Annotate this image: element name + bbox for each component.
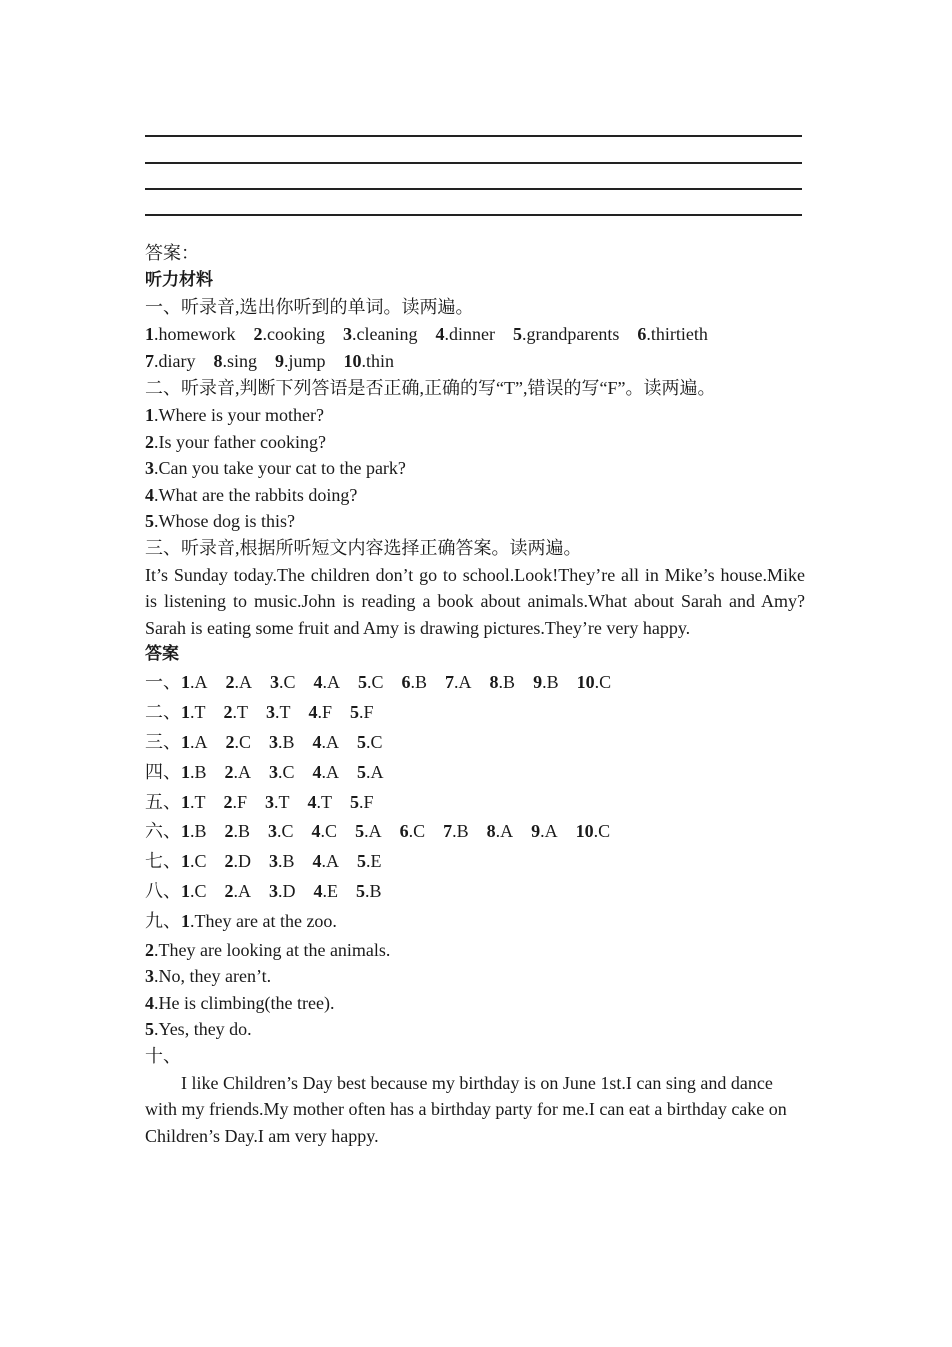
question-text: .What are the rabbits doing?: [154, 484, 358, 505]
item-number: 8: [489, 672, 499, 693]
item-text: .C: [190, 881, 207, 902]
item-text: .F: [359, 791, 374, 812]
item-number: 2: [225, 672, 235, 693]
section1-word-row: [145, 321, 805, 348]
item-number: 3: [269, 732, 279, 753]
item-text: .F: [317, 702, 333, 723]
item-text: .A: [321, 851, 340, 872]
answer-item: [357, 758, 384, 788]
section10-prefix: 十、: [145, 1046, 181, 1067]
sentence-text: .No, they aren’t.: [154, 966, 272, 987]
word-item: [145, 321, 235, 348]
item-text: .sing: [222, 351, 257, 371]
item-number: 10: [576, 672, 595, 693]
item-text: .D: [233, 851, 252, 872]
answer-item: [181, 817, 207, 847]
item-text: .A: [364, 821, 382, 842]
sentence-number: 2: [145, 939, 154, 960]
item-number: 2: [253, 324, 263, 344]
item-number: 1: [145, 324, 154, 344]
sentence-answer: [145, 937, 805, 964]
item-number: 1: [181, 672, 190, 693]
item-number: 3: [269, 851, 279, 872]
item-text: .B: [452, 821, 469, 842]
item-text: .B: [233, 821, 251, 842]
answer-item: [577, 668, 612, 698]
item-number: 2: [224, 821, 234, 842]
answer-key: [145, 668, 805, 906]
sentence-answer: [145, 990, 805, 1017]
item-number: 4: [313, 881, 323, 902]
item-text: .A: [233, 881, 252, 902]
item-text: .homework: [154, 324, 236, 344]
listening-title: 听力材料: [145, 270, 213, 290]
section3-instruction: 三、听录音,根据所听短文内容选择正确答案。读两遍。: [145, 537, 582, 558]
item-text: .B: [190, 761, 207, 782]
answer-row: [145, 668, 805, 698]
item-number: 2: [225, 732, 235, 753]
item-number: 4: [435, 324, 445, 344]
item-text: .B: [542, 672, 559, 693]
item-text: .B: [410, 672, 428, 693]
answer-row: [145, 788, 805, 818]
answer-row-prefix: 一、: [145, 672, 181, 693]
item-text: .C: [367, 672, 384, 693]
answer-item: [308, 788, 333, 818]
item-number: 1: [181, 821, 190, 842]
item-number: 3: [268, 821, 278, 842]
answer-row: [145, 698, 805, 728]
item-number: 1: [181, 732, 190, 753]
item-text: .dinner: [444, 324, 495, 344]
item-text: .A: [540, 821, 558, 842]
question-line: [145, 455, 805, 482]
item-text: .T: [232, 702, 248, 723]
answer-item: [314, 668, 341, 698]
item-number: 4: [312, 761, 322, 782]
item-text: .A: [366, 761, 384, 782]
item-text: .F: [359, 702, 374, 723]
item-number: 6: [637, 324, 647, 344]
item-text: .A: [321, 732, 340, 753]
item-text: .C: [234, 732, 252, 753]
section9-answers: [145, 907, 805, 1043]
item-number: 3: [265, 791, 275, 812]
item-number: 5: [350, 791, 360, 812]
answer-item: [487, 817, 514, 847]
answer-item: [181, 758, 207, 788]
answer-item: [350, 788, 374, 818]
item-text: .C: [278, 761, 295, 782]
section1-instruction: 一、听录音,选出你听到的单词。读两遍。: [145, 297, 474, 317]
answer-item: [309, 698, 333, 728]
answer-item: [181, 877, 207, 907]
item-text: .B: [190, 821, 207, 842]
sentence-answer: [145, 907, 805, 937]
answer-item: [490, 668, 516, 698]
question-text: .Whose dog is this?: [154, 511, 295, 532]
item-text: .T: [190, 791, 206, 812]
answer-item: [181, 788, 206, 818]
item-text: .T: [275, 702, 291, 723]
answer-item: [357, 847, 382, 877]
item-number: 3: [269, 881, 279, 902]
item-number: 8: [213, 351, 223, 371]
answer-item: [312, 817, 338, 847]
sentence-number: 3: [145, 966, 154, 987]
item-text: .T: [316, 791, 333, 812]
word-item: [637, 321, 708, 348]
answer-item: [355, 817, 382, 847]
answer-item: [226, 668, 253, 698]
answer-item: [350, 698, 374, 728]
answer-row: [145, 877, 805, 907]
item-text: .A: [190, 672, 208, 693]
item-number: 4: [313, 672, 323, 693]
answer-item: [225, 817, 251, 847]
word-item: [435, 321, 494, 348]
item-number: 3: [269, 761, 279, 782]
question-line: [145, 482, 805, 509]
item-number: 8: [486, 821, 496, 842]
item-number: 4: [312, 732, 322, 753]
answer-item: [225, 847, 252, 877]
sentence-answer: [145, 1016, 805, 1043]
answer-item: [269, 758, 295, 788]
item-number: 9: [531, 821, 541, 842]
question-number: 3: [145, 458, 154, 479]
answer-item: [226, 728, 252, 758]
item-text: .A: [233, 761, 252, 782]
question-text: .Is your father cooking?: [154, 431, 326, 452]
section9-prefix: 九、: [145, 910, 181, 931]
answer-item: [181, 668, 208, 698]
item-number: 5: [350, 702, 360, 723]
item-number: 10: [575, 821, 594, 842]
item-number: 2: [223, 702, 233, 723]
sentence-text: .They are looking at the animals.: [154, 939, 391, 960]
word-item: [343, 321, 417, 348]
item-number: 2: [224, 761, 234, 782]
answer-header: 答案：: [145, 243, 199, 263]
writing-line: [145, 188, 802, 190]
item-text: .B: [365, 881, 382, 902]
answer-item: [269, 877, 296, 907]
sentence-number: 4: [145, 992, 154, 1013]
item-text: .F: [232, 791, 248, 812]
answer-row-prefix: 四、: [145, 761, 181, 782]
item-number: 4: [311, 821, 321, 842]
answer-row-prefix: 七、: [145, 851, 181, 872]
item-text: .C: [594, 672, 612, 693]
answer-item: [268, 817, 294, 847]
question-line: [145, 429, 805, 456]
item-number: 10: [343, 351, 362, 371]
writing-line: [145, 162, 802, 164]
question-line: [145, 508, 805, 535]
item-text: .cooking: [262, 324, 325, 344]
word-item: [513, 321, 619, 348]
answer-item: [181, 698, 206, 728]
item-number: 5: [357, 732, 367, 753]
item-number: 1: [181, 881, 190, 902]
item-number: 5: [512, 324, 522, 344]
item-text: .cleaning: [351, 324, 418, 344]
answers-title: 答案: [145, 644, 179, 665]
answer-item: [266, 698, 291, 728]
item-number: 9: [275, 351, 284, 371]
item-number: 6: [401, 672, 411, 693]
item-text: .thin: [361, 351, 395, 371]
answer-item: [181, 728, 208, 758]
answer-item: [269, 847, 295, 877]
answer-item: [445, 668, 472, 698]
writing-line: [145, 135, 802, 137]
answer-item: [357, 728, 383, 758]
item-number: 3: [270, 672, 279, 693]
item-number: 7: [145, 351, 154, 371]
item-text: .A: [234, 672, 252, 693]
word-item: [253, 321, 325, 348]
answer-content: [145, 240, 805, 1149]
answer-item: [265, 788, 290, 818]
answer-row-prefix: 六、: [145, 821, 181, 842]
item-number: 4: [307, 791, 317, 812]
answer-row: [145, 817, 805, 847]
item-number: 2: [224, 851, 234, 872]
item-number: 2: [223, 791, 233, 812]
answer-item: [313, 728, 340, 758]
answer-item: [358, 668, 384, 698]
answer-row: [145, 758, 805, 788]
answer-item: [531, 817, 558, 847]
sentence-number: 5: [145, 1019, 154, 1040]
answer-row-prefix: 二、: [145, 702, 181, 723]
answer-item: [576, 817, 611, 847]
answer-item: [400, 817, 426, 847]
sentence-number: 1: [181, 910, 190, 931]
answer-item: [313, 758, 340, 788]
question-number: 4: [145, 484, 154, 505]
answer-item: [225, 758, 252, 788]
item-number: 9: [533, 672, 543, 693]
item-number: 5: [357, 851, 367, 872]
item-number: 3: [266, 702, 275, 723]
answer-item: [314, 877, 339, 907]
item-number: 5: [356, 881, 366, 902]
answer-item: [224, 788, 248, 818]
item-text: .grandparents: [521, 324, 620, 344]
item-text: .B: [278, 732, 295, 753]
item-number: 6: [399, 821, 409, 842]
item-number: 7: [445, 672, 455, 693]
answer-item: [402, 668, 428, 698]
item-number: 7: [443, 821, 453, 842]
sentence-text: .He is climbing(the tree).: [154, 992, 335, 1013]
item-number: 4: [312, 851, 322, 872]
item-text: .T: [274, 791, 290, 812]
item-text: .E: [322, 881, 339, 902]
item-text: .B: [278, 851, 295, 872]
item-text: .A: [454, 672, 472, 693]
question-number: 5: [145, 511, 154, 532]
item-number: 1: [181, 761, 190, 782]
item-text: .A: [322, 672, 341, 693]
item-text: .D: [278, 881, 296, 902]
item-text: .C: [593, 821, 611, 842]
question-number: 1: [145, 405, 154, 425]
section10-essay: I like Children’s Day best because my birthday is on June 1st.I can sing and dance with my friends.My mother often has a birthday party for me.I can eat a birthday cake on Children’s Day.I am very happy.: [145, 1072, 787, 1146]
item-text: .C: [366, 732, 383, 753]
answer-item: [443, 817, 469, 847]
word-item: [213, 348, 257, 375]
item-number: 1: [181, 791, 190, 812]
answer-item: [269, 728, 295, 758]
item-text: .A: [190, 732, 208, 753]
item-text: .C: [277, 821, 294, 842]
item-number: 1: [181, 851, 190, 872]
answer-item: [224, 698, 249, 728]
word-item: [344, 348, 395, 375]
answer-item: [181, 847, 207, 877]
question-number: 2: [145, 431, 154, 452]
item-text: .B: [498, 672, 516, 693]
item-number: 1: [181, 702, 190, 723]
section1-word-row: [145, 348, 805, 375]
writing-line: [145, 214, 802, 216]
sentence-text: .They are at the zoo.: [190, 910, 337, 931]
item-text: .thirtieth: [646, 324, 708, 344]
question-text: .Where is your mother?: [154, 405, 324, 425]
answer-item: [533, 668, 559, 698]
item-text: .C: [279, 672, 296, 693]
answer-row-prefix: 五、: [145, 791, 181, 812]
answer-row-prefix: 三、: [145, 732, 181, 753]
section2-questions: [145, 402, 805, 535]
item-text: .T: [190, 702, 206, 723]
item-number: 4: [308, 702, 318, 723]
question-text: .Can you take your cat to the park?: [154, 458, 406, 479]
item-text: .E: [366, 851, 382, 872]
item-text: .A: [495, 821, 514, 842]
answer-row: [145, 847, 805, 877]
item-text: .jump: [284, 351, 326, 371]
item-text: .C: [320, 821, 338, 842]
answer-item: [270, 668, 296, 698]
answer-item: [356, 877, 382, 907]
answer-item: [313, 847, 340, 877]
item-text: .diary: [154, 351, 196, 371]
item-number: 3: [342, 324, 352, 344]
answer-row-prefix: 八、: [145, 881, 181, 902]
item-number: 5: [355, 821, 365, 842]
item-number: 5: [358, 672, 368, 693]
item-text: .C: [408, 821, 426, 842]
section2-instruction: 二、听录音,判断下列答语是否正确,正确的写“T”,错误的写“F”。读两遍。: [145, 378, 716, 398]
sentence-answer: [145, 963, 805, 990]
word-item: [275, 348, 326, 375]
sentence-text: .Yes, they do.: [154, 1019, 252, 1040]
item-number: 5: [357, 761, 367, 782]
answer-row: [145, 728, 805, 758]
question-line: [145, 402, 805, 429]
item-text: .C: [190, 851, 207, 872]
section3-passage: It’s Sunday today.The children don’t go to school.Look!They’re all in Mike’s house.Mike is listening to music.John is reading a book about animals.What about Sarah and Amy?Sarah is eating some fruit and Amy is drawing pictures.They’re very happy.: [145, 564, 805, 638]
item-number: 2: [224, 881, 234, 902]
answer-item: [225, 877, 252, 907]
word-item: [145, 348, 195, 375]
item-text: .A: [321, 761, 340, 782]
